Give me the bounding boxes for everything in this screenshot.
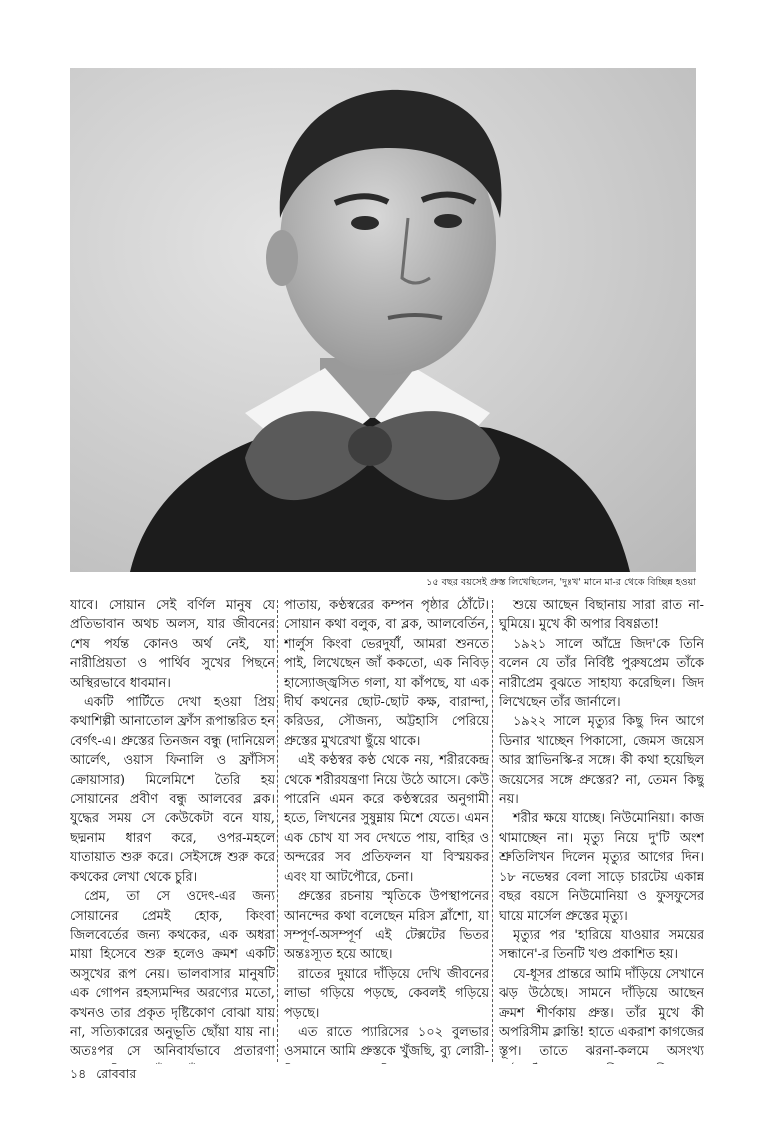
page-footer <box>70 1066 136 1082</box>
paragraph: যাবে। সোয়ান সেই বর্ণিল মানুষ যে প্রতিভাবান অথচ অলস, যার জীবনের শেষ পর্যন্ত কোনও অর্থ নেই, যা নারীপ্রিয়তা ও পার্থিব সুখের পিছনে অস্থিরভাবে ধাবমান। <box>70 598 275 691</box>
paragraph: এত রাতে প্যারিসের ১০২ বুলভার ওসমানে আমি প্রুস্তকে খুঁজছি, ব্যু লোরী- <box>284 1024 489 1060</box>
text-column-1 <box>70 596 275 1064</box>
column-divider <box>277 600 278 1062</box>
paragraph: প্রেম, তা সে ওদেৎ-এর জন্য সোয়ানের প্রেমই হোক, কিংবা জিলবের্তের জন্য কথকের, এক অধরা মায়া হিসেবে শুরু হলেও ক্রমশ একটি অসুখের রূপ নেয়। ভালবাসার মানুষটি এক গোপন রহস্যমন্দির অরণ্যের মতো, কখনও তার প্রকৃত দৃষ্টিকোণ বোঝা যায় না, সত্যিকারের অনুভূতি ছোঁয়া যায় না। অতঃপর সে অনিবার্যভাবে প্রতারণা <box>70 889 275 1060</box>
text-column-3 <box>499 596 704 1064</box>
paragraph: শরীর ক্ষয়ে যাচ্ছে। নিউমোনিয়া। কাজ থামাচ্ছেন না। মৃত্যু নিয়ে দু'টি অংশ শ্রুতিলিখন দিলেন মৃত্যুর আগের দিন। ১৮ নভেম্বর বেলা সাড়ে চারটেয় একান্ন বছর বয়সে নিউমোনিয়া ও ফুসফুসের ঘায়ে মার্সেল প্রুস্তের মৃত্যু। <box>499 811 704 924</box>
paragraph: ১৯২১ সালে আঁদ্রে জিদ'কে তিনি বলেন যে তাঁর নির্বিষ্ট পুরুষপ্রেম তাঁকে নারীপ্রেম বুঝতে সাহায্য করেছিল। জিদ লিখেছেন তাঁর জার্নালে। <box>499 636 704 711</box>
page-number: ১৪ <box>70 1066 87 1081</box>
portrait-photo <box>70 68 696 572</box>
column-divider <box>492 600 493 1062</box>
paragraph: পাতায়, কণ্ঠস্বরের কম্পন পৃষ্ঠার ঠোঁটে। সোয়ান কথা বলুক, বা ব্লক, আলবের্তিন, শার্লুস কিংবা ভেরদুর্যাঁ, আমরা শুনতে পাই, লিখেছেন জাঁ ককতো, এক নিবিড় হাস্যোজ্জ্বসিত গলা, যা কাঁপছে, যা এক দীর্ঘ কথনের ছোট-ছোট কক্ষ, বারান্দা, করিডর, সৌজন্য, অট্টহাসি পেরিয়ে প্রুস্তের মুখরেখা ছুঁয়ে থাকে। <box>284 598 489 749</box>
text-column-2 <box>284 596 489 1064</box>
paragraph: ১৯২২ সালে মৃত্যুর কিছু দিন আগে ডিনার খাচ্ছেন পিকাসো, জেমস জয়েস আর স্ত্রাভিনস্কি-র সঙ্গে। কী কথা হয়েছিল জয়েসের সঙ্গে প্রুস্তের? না, তেমন কিছু নয়। <box>499 714 704 808</box>
portrait-illustration <box>70 68 696 572</box>
paragraph: মৃত্যুর পর 'হারিয়ে যাওয়ার সময়ের সন্ধানে'-র তিনটি খণ্ড প্রকাশিত হয়। <box>499 927 704 963</box>
paragraph: একটি পার্টিতে দেখা হওয়া প্রিয় কথাশিল্পী আনাতোল ফ্রাঁস রূপান্তরিত হন বের্গৎ-এ। প্রুস্তের তিনজন বন্ধু (দানিয়েল আর্লেৎ, ওয়াস ফিনালি ও ফ্রাঁসিস ক্রোয়াসার) মিলেমিশে তৈরি হয় সোয়ানের প্রবীণ বন্ধু আলবের ব্লক। যুদ্ধের সময় সে কেউকেটা বনে যায়, ছদ্মনাম ধারণ করে, ওপর-মহলে যাতায়াত শুরু করে। সেইসঙ্গে শুরু করে কথকের লেখা থেকে চুরি। <box>70 695 275 885</box>
paragraph: এই কণ্ঠস্বর কণ্ঠ থেকে নয়, শরীরকেন্দ্র থেকে শরীরযন্ত্রণা নিয়ে উঠে আসে। কেউ পারেনি এমন করে কণ্ঠস্বরের অনুগামী হতে, লিখনের সুষুম্নায় মিশে যেতে। এমন এক চোখ যা সব দেখতে পায়, বাহির ও অন্দরের সব প্রতিফলন যা বিস্ময়কর এবং যা আটপৌরে, চেনা। <box>284 753 489 885</box>
paragraph: রাতের দুয়ারে দাঁড়িয়ে দেখি জীবনের লাভা গড়িয়ে পড়ছে, কেবলই গড়িয়ে পড়ছে। <box>284 966 489 1021</box>
paragraph: প্রুস্তের রচনায় স্মৃতিকে উপস্থাপনের আনন্দের কথা বলেছেন মরিস ব্লাঁশো, যা সম্পূর্ণ-অসম্পূর্ণ এই টেক্সটের ভিতর অন্তঃস্যূত হয়ে আছে। <box>284 889 489 963</box>
photo-caption: ১৫ বছর বয়সেই প্রুস্ত লিখেছিলেন, 'দুঃখ' মানে মা-র থেকে বিচ্ছিন্ন হওয়া <box>426 577 696 588</box>
paragraph: যে-ধূসর প্রান্তরে আমি দাঁড়িয়ে সেখানে ঝড় উঠেছে। সামনে দাঁড়িয়ে আছেন ক্রমশ শীর্ণকায় প্রুস্ত। তাঁর মুখে কী অপরিসীম ক্লান্তি! হাতে একরাশ কাগজের স্তূপ। তাতে ঝরনা-কলমে অসংখ্য <box>499 966 704 1060</box>
publication-name: রোববার <box>96 1066 137 1081</box>
paragraph: শুয়ে আছেন বিছানায় সারা রাত না-ঘুমিয়ে। মুখে কী অপার বিষণ্ণতা! <box>499 598 704 633</box>
